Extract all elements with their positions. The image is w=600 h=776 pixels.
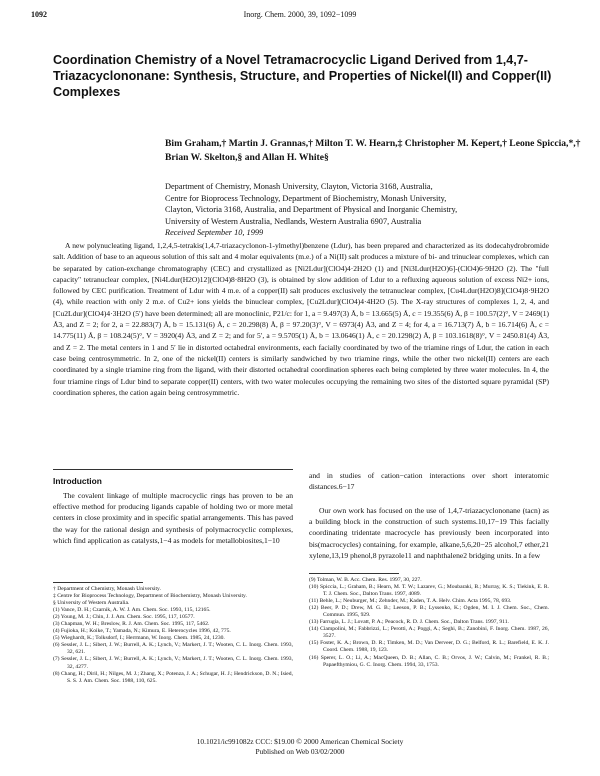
introduction-paragraph: Our own work has focused on the use of 1,4,7-triazacyclononane (tacn) as a building block in the construction of such systems.10,17−19 This facially coordinating tridentate macrocycle has previously been incorporated into bis(macrocycles) containing, for example, alkane,5,6,20−25 alcohol,7 ether,21 xylene,13,19 phenol,8 pyrazole11 and naphthalene2 bridging units. In a few bbox=[309, 506, 549, 560]
abstract-divider bbox=[53, 469, 293, 470]
reference-item: (10) Spiccia, L.; Graham, B.; Hearn, M. T. W.; Lazarev, G.; Moubaraki, B.; Murray, K. S.; Tiekink, E. R. T. J. Chem. Soc., Dalton Trans. 1997, 4089. bbox=[309, 584, 549, 598]
affiliations bbox=[165, 181, 560, 227]
footnote-divider bbox=[309, 573, 399, 574]
received-date: Received September 10, 1999 bbox=[165, 228, 264, 237]
reference-item: (5) Wieghardt, K.; Tolksdorf, I.; Herrmann, W. Inorg. Chem. 1985, 24, 1230. bbox=[53, 635, 225, 642]
page-footer bbox=[0, 737, 600, 757]
abstract: A new polynucleating ligand, 1,2,4,5-tetrakis(1,4,7-triazacyclonon-1-ylmethyl)benzene (Ldur), has been prepared and characterized as its dodecahydrobromide salt. Addition of base to an aqueous solution of this salt and 4 molar equivalents (m.e.) of a Ni(II) salt produces a mixture of bi- and trinuclear complexes, which can be separated by cation-exchange chromatography (CEC) and crystallized as [Ni2Ldur](ClO4)4·2H2O (1) and [Ni3Ldur(H2O)6]-(ClO4)6·9H2O (2). The "full capacity" tetranuclear complex, [Ni4Ldur(H2O)12](ClO4)8·8H2O (3), is obtained by slow addition of Ldur to a refluxing aqueous solution of excess Ni2+ ions, followed by CEC purification. Treatment of Ldur with 4 m.e. of a copper(II) salt produces exclusively the tetranuclear complex, [Cu4Ldur(H2O)8](ClO4)8·9H2O (4), while reaction with only 2 m.e. of Cu2+ ions yields the binuclear complex, [Cu2Ldur](ClO4)4·4H2O (5). The X-ray structures of complexes 1, 2, 4, and [Cu2Ldur](ClO4)4·3H2O (5′) have been determined; all are monoclinic, P21/c: for 1, a = 9.497(3) Å, b = 13.665(5) Å, c = 19.355(6) Å, β = 100.57(2)°, V = 2469(1) Å3, and Z = 2; for 2, a = 22.883(7) Å, b = 15.131(6) Å, c = 20.298(8) Å, β = 97.20(3)°, V = 6973(4) Å3, and Z = 4; for 4, a = 16.713(7) Å, b = 16.714(6) Å, c = 14.775(11) Å, β = 108.24(5)°, V = 3920(4) Å3, and Z = 2; and for 5′, a = 9.5705(1) Å, b = 13.0646(1) Å, c = 20.1298(2) Å, β = 103.1618(8)°, V = 2450.81(4) Å3, and Z = 2. The metal centers in 1 and 5′ lie in distorted octahedral environments, each facially coordinated by two of the triamine rings of Ldur, the cation in each case being centrosymmetric. In 2, one of the nickel(II) centers is similarly sandwiched by two triamine rings, while the other two nickel(II) centers are each coordinated by a single triamine ring from the ligand, with their distorted octahedral coordination spheres each being completed by three water molecules. In 4, the four triamine rings of Ldur bind to separate copper(II) centers, with two water molecules occupying the remaining two sites of the distorted square pyramidal (SP) coordination spheres, the cation again being centrosymmetric. bbox=[53, 241, 549, 397]
reference-item: (6) Sessler, J. L.; Sibert, J. W.; Burrell, A. K.; Lynch, V.; Markert, J. T.; Wooten, C. L. Inorg. Chem. 1993, 32, 621. bbox=[53, 642, 293, 656]
reference-item: (1) Vance, D. H.; Czarnik, A. W. J. Am. Chem. Soc. 1993, 115, 12165. bbox=[53, 607, 211, 614]
footnote-list bbox=[53, 586, 293, 685]
affiliation-line: University of Western Australia, Nedlands, Western Australia 6907, Australia bbox=[165, 216, 422, 226]
journal-citation-header: Inorg. Chem. 2000, 39, 1092−1099 bbox=[243, 10, 357, 19]
reference-item: (2) Young, M. J.; Chin, J. J. Am. Chem. Soc. 1995, 117, 10577. bbox=[53, 614, 195, 621]
reference-item: (13) Farrugia, L. J.; Lovatt, P. A.; Peacock, R. D. J. Chem. Soc., Dalton Trans. 1997, 911. bbox=[309, 619, 509, 626]
page-number: 1092 bbox=[31, 10, 47, 19]
reference-list bbox=[309, 577, 549, 669]
reference-item: (7) Sessler, J. L.; Sibert, J. W.; Burrell, A. K.; Lynch, V.; Markert, J. T.; Wooten, C. L. Inorg. Chem. 1993, 32, 4277. bbox=[53, 656, 293, 670]
footnote-item: ‡ Centre for Bioprocess Technology, Department of Biochemistry, Monash University. bbox=[53, 593, 247, 600]
doi-copyright-line: 10.1021/ic991082z CCC: $19.00 © 2000 American Chemical Society bbox=[196, 737, 404, 746]
reference-item: (11) Behle, L.; Neuburger, M.; Zehnder, M.; Kaden, T. A. Helv. Chim. Acta 1995, 78, 693. bbox=[309, 598, 512, 605]
reference-item: (14) Ciampolini, M.; Fabbrizzi, L.; Perotti, A.; Poggi, A.; Seghi, B.; Zanobini, F. Inorg. Chem. 1987, 26, 3527. bbox=[309, 626, 549, 640]
reference-item: (15) Foster, K. A.; Brown, D. R.; Timken, M. D.; Van Derveer, D. G.; Belford, R. L.; Barefield, E. K. J. Coord. Chem. 1988, 19, 123. bbox=[309, 640, 549, 654]
reference-item: (9) Tolman, W. B. Acc. Chem. Res. 1997, 30, 227. bbox=[309, 577, 422, 583]
footnote-divider bbox=[53, 582, 143, 583]
footnote-item: † Department of Chemistry, Monash University. bbox=[53, 586, 161, 592]
reference-item: (3) Chapman, W. H.; Breslow, R. J. Am. Chem. Soc. 1995, 117, 5462. bbox=[53, 621, 210, 628]
introduction-paragraph: The covalent linkage of multiple macrocyclic rings has proven to be an effective method for producing ligands capable of holding two or more metal centers in close proximity and in specific spatial arrangements. This has paved the way for the rational design and synthesis of polymacrocyclic complexes, which find application as catalysts,1−4 as models for metallobiosites,1−10 bbox=[53, 491, 293, 545]
reference-item: (12) Beer, P. D.; Drew, M. G. B.; Leeson, P. B.; Lyssenko, K.; Ogden, M. I. J. Chem. Soc., Chem. Commun. 1995, 929. bbox=[309, 605, 549, 619]
author-list: Bim Graham,† Martin J. Grannas,† Milton T. W. Hearn,‡ Christopher M. Kepert,† Leone Spiccia,*,† Brian W. Skelton,§ and Allan H. White§ bbox=[165, 138, 581, 163]
article-title: Coordination Chemistry of a Novel Tetramacrocyclic Ligand Derived from 1,4,7-Triazacyclononane: Synthesis, Structure, and Properties of Nickel(II) and Copper(II) Complexes bbox=[53, 53, 552, 99]
affiliation-line: Clayton, Victoria 3168, Australia, and Department of Physical and Inorganic Chemistry, bbox=[165, 205, 458, 215]
publication-date-line: Published on Web 03/02/2000 bbox=[255, 747, 345, 756]
reference-item: (8) Chang, H.; Diril, H.; Nilges, M. J.; Zhang, X.; Potenza, J. A.; Schugar, H. J.; Hendrickson, D. N.; Isied, S. S. J. Am. Chem. Soc. 1988, 110, 625. bbox=[53, 670, 293, 684]
reference-item: (16) Sperer, L. O.; Li, A.; MacQueen, D. B.; Allan, C. B.; Orvos, J. W.; Calvin, M.; Frankel, R. B.; Papaefthymiou, G. C. Inorg. Chem. 1994, 33, 1753. bbox=[309, 654, 549, 668]
affiliation-line: Centre for Bioprocess Technology, Department of Biochemistry, Monash University, bbox=[165, 193, 447, 203]
reference-item: (4) Fujioka, H.; Koike, T.; Yamada, N.; Kimura, E. Heterocycles 1996, 42, 775. bbox=[53, 628, 231, 635]
introduction-paragraph: and in studies of cation−cation interactions over short interatomic distances.6−17 bbox=[309, 471, 549, 492]
footnote-item: § University of Western Australia. bbox=[53, 600, 130, 607]
section-heading-introduction: Introduction bbox=[53, 476, 102, 486]
affiliation-line: Department of Chemistry, Monash University, Clayton, Victoria 3168, Australia, bbox=[165, 182, 433, 191]
